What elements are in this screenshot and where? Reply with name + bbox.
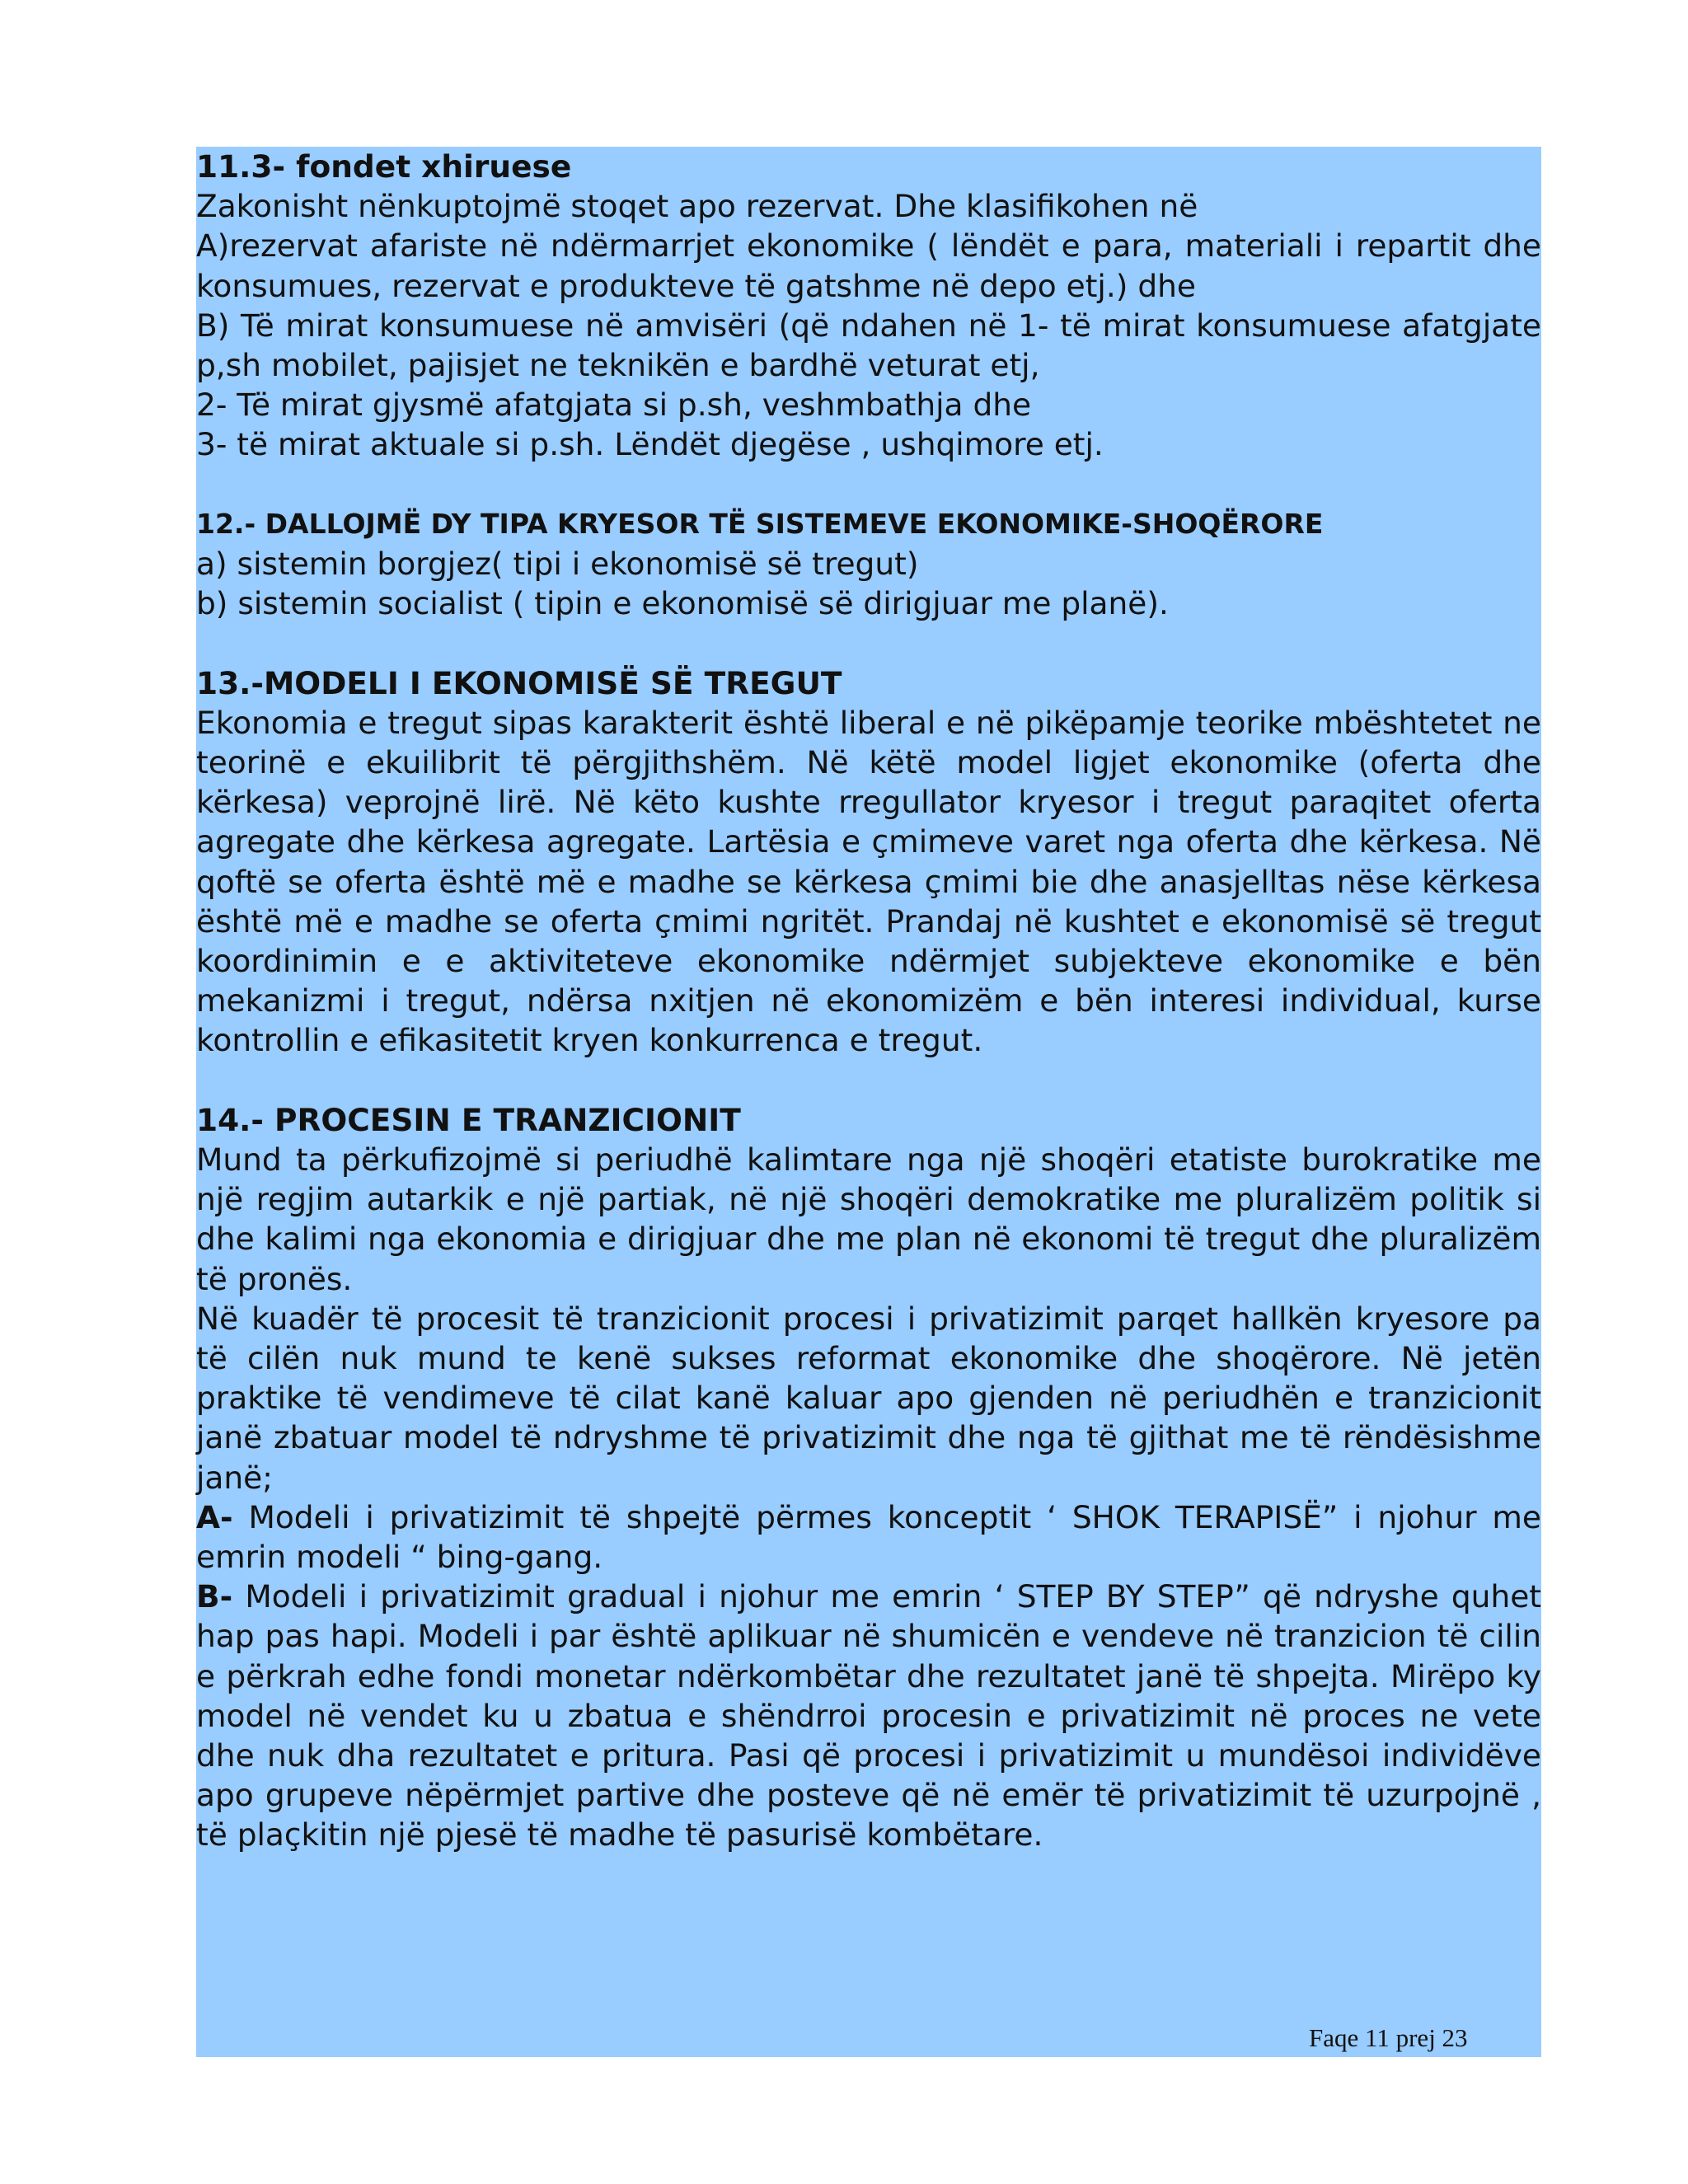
document-body [196,147,1541,1855]
model-a-label: A- [196,1498,233,1535]
spacer [196,465,1541,504]
section-14-para-2: Në kuadër të procesit të tranzicionit procesi i privatizimit parqet hallkën kryesore pa të cilën nuk mund te kenë sukses reformat ekonomike dhe shoqërore. Në jetën praktike të vendimeve të cilat kanë kaluar apo gjenden në periudhën e tranzicionit janë zbatuar model të ndryshme të privatizimit dhe nga të gjithat me të rëndësishme janë; [196,1300,1541,1496]
model-b-label: B- [196,1578,233,1615]
section-14-model-a [196,1497,1541,1577]
page-number: Faqe 11 prej 23 [1309,2023,1468,2052]
section-12-title: 12.- DALLOJMË DY TIPA KRYESOR TË SISTEMEVE EKONOMIKE-SHOQËRORE [196,507,1324,540]
section-13-body: Ekonomia e tregut sipas karakterit është liberal e në pikëpamje teorike mbështetet ne teorinë e ekuilibrit të përgjithshëm. Në këtë model ligjet ekonomike (oferta dhe kërkesa) veprojnë lirë. Në këto kushte rregullator kryesor i tregut paraqitet oferta agregate dhe kërkesa agregate. Lartësia e çmimeve varet nga oferta dhe kërkesa. Në qoftë se oferta është më e madhe se kërkesa çmimi bie dhe anasjelltas nëse kërkesa është më e madhe se oferta çmimi ngritët. Prandaj në kushtet e ekonomisë së tregut koordinimin e e aktiviteteve ekonomike ndërmjet subjekteve ekonomike e bën mekanizmi i tregut, ndërsa nxitjen në ekonomizëm e bën interesi individual, kurse kontrollin e efikasitetit kryen konkurrenca e tregut. [196,704,1541,1059]
section-14-para-1: Mund ta përkufizojmë si periudhë kalimtare nga një shoqëri etatiste burokratike me një regjim autarkik e një partiak, në një shoqëri demokratike me pluralizëm politik si dhe kalimi nga ekonomia e dirigjuar dhe me plan në ekonomi të tregut dhe pluralizëm të pronës. [196,1141,1541,1297]
model-a-text: Modeli i privatizimit të shpejtë përmes konceptit ‘ SHOK TERAPISË” i njohur me emrin modeli “ bing-gang. [196,1498,1541,1576]
section-14-title: 14.- PROCESIN E TRANZICIONIT [196,1101,741,1138]
section-14-model-b [196,1577,1541,1854]
section-12-item-b: b) sistemin socialist ( tipin e ekonomisë së dirigjuar me planë). [196,585,1169,622]
section-11-item-2: 2- Të mirat gjysmë afatgjata si p.sh, veshmbathja dhe [196,387,1032,424]
section-13-title: 13.-MODELI I EKONOMISË SË TREGUT [196,664,842,701]
section-11-item-3: 3- të mirat aktuale si p.sh. Lëndët djegëse , ushqimore etj. [196,426,1104,463]
section-11-para-b: B) Të mirat konsumuese në amvisëri (që ndahen në 1- të mirat konsumuese afatgjate p,sh mobilet, pajisjet ne teknikën e bardhë veturat etj, [196,307,1541,384]
section-12-item-a: a) sistemin borgjez( tipi i ekonomisë së tregut) [196,546,919,583]
section-11-intro: Zakonisht nënkuptojmë stoqet apo rezervat. Dhe klasifikohen në [196,188,1198,225]
model-b-text: Modeli i privatizimit gradual i njohur me emrin ‘ STEP BY STEP” që ndryshe quhet hap pas hapi. Modeli i par është aplikuar në shumicën e vendeve në tranzicion të cilin e përkrah edhe fondi monetar ndërkombëtar dhe rezultatet janë të shpejta. Mirëpo ky model në vendet ku u zbatua e shëndrroi procesin e privatizimit në proces ne vete dhe nuk dha rezultatet e pritura. Pasi që procesi i privatizimit u mundësoi individëve apo grupeve nëpërmjet partive dhe posteve që në emër të privatizimit të uzurpojnë , të plaçkitin një pjesë të madhe të pasurisë kombëtare. [196,1578,1541,1854]
spacer [196,1061,1541,1100]
section-11-para-a: A)rezervat afariste në ndërmarrjet ekonomike ( lëndët e para, materiali i repartit dhe konsumues, rezervat e produkteve të gatshme në depo etj.) dhe [196,227,1541,304]
section-11-title: 11.3- fondet xhiruese [196,148,572,185]
spacer [196,623,1541,663]
